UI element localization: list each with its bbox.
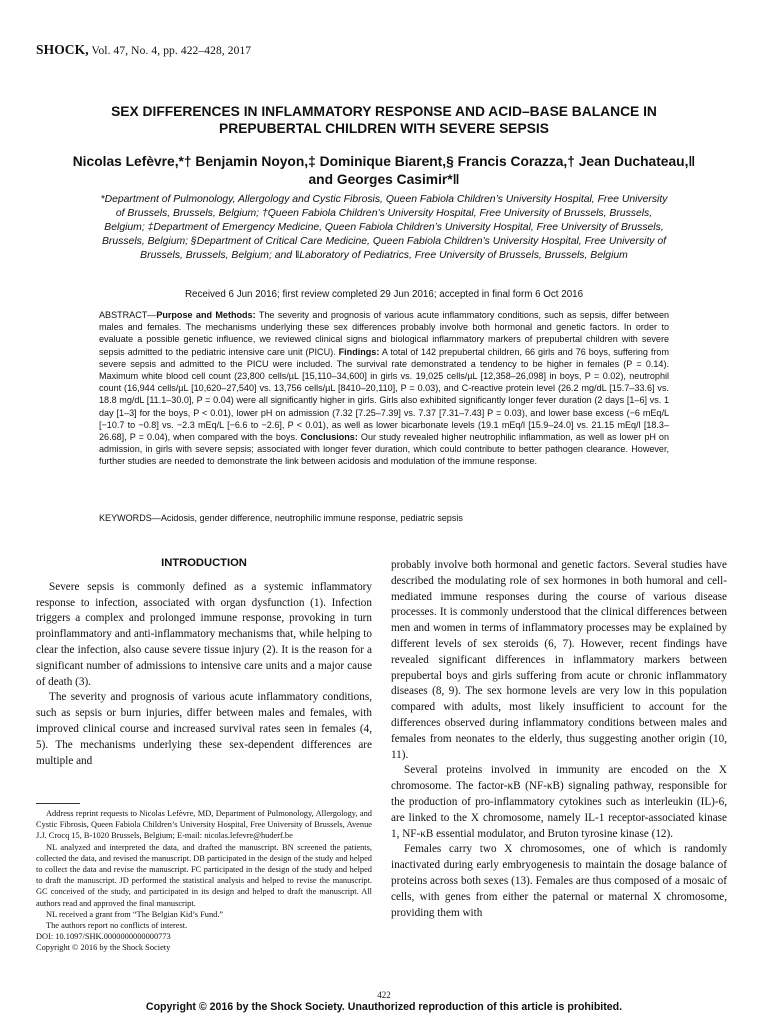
right-column [391,558,727,921]
article-title: SEX DIFFERENCES IN INFLAMMATORY RESPONSE AND ACID–BASE BALANCE IN PREPUBERTAL CHILDREN WITH SEVERE SEPSIS [111,104,657,136]
abstract-heading-findings: Findings: [338,346,380,357]
footnote-copyright: Copyright © 2016 by the Shock Society [36,943,171,953]
abstract-lead: ABSTRACT— [99,310,157,320]
abstract-heading-conclusions: Conclusions: [300,432,358,443]
abstract-paragraph [99,309,669,468]
body-paragraph: Females carry two X chromosomes, one of which is randomly inactivated during early embryogenesis to maintain the dosage balance of proteins across both sexes (13). Females are thus composed of a mosaic of cells, with genes from either the paternal or maternal X chromosome, providing them with [391,843,727,919]
journal-name: SHOCK, [36,42,89,57]
abstract-heading-purpose: Purpose and Methods: [156,310,256,320]
abstract-text-purpose: The severity and prognosis of various acute inflammatory conditions, such as sepsis, differ between males and females. The mechanisms underlying these sex differences probably involve both hormonal and genetic factors. In order to evaluate a possible genetic influence, we reviewed clinical signs and biological inflammatory markers of prepubertal children with severe sepsis admitted to the pediatric intensive care unit (PICU). [99,310,670,357]
left-column [36,556,372,769]
author-list: Nicolas Lefèvre,*† Benjamin Noyon,‡ Dominique Biarent,§ Francis Corazza,† Jean Duchateau,‖ and Georges Casimir*‖ [72,154,696,187]
copyright-notice: Copyright © 2016 by the Shock Society. Unauthorized reproduction of this article is prohibited. [145,1001,623,1013]
body-paragraph: Severe sepsis is commonly defined as a systemic inflammatory response to infection, associated with organ dysfunction (1). Infection triggers a complex and prolonged immune response, provoking in turn proinflammatory and anti-inflammatory mechanisms that, while helping to clear the infection, also cause severe tissue injury (2). It is the reason for a significant number of admissions to intensive care units and a major cause of death (3). [36,580,372,688]
footnote-funding: NL received a grant from “The Belgian Kid’s Fund.” [46,909,224,919]
body-paragraph: probably involve both hormonal and genetic factors. Several studies have described the modulating role of sex hormones in both humoral and cell-mediated immune responses during the course of various disease processes. It is commonly understood that the clinical differences between men and women in terms of inflammatory processes may be explained by different levels of sex steroids (6, 7). However, recent findings have revealed significant differences in inflammatory markers between prepubertal boys and girls suffering from acute or chronic inflammatory diseases (8, 9). The sex hormone levels are very low in this population compared with adults, most likely insufficient to account for the differences observed during inflammatory conditions between males and females from neonates to the elderly, thus suggesting another origin (10, 11). [391,559,727,761]
page-number: 422 [377,990,391,1000]
footnote-correspondence: Address reprint requests to Nicolas Lefèvre, MD, Department of Pulmonology, Allergology, and Cystic Fibrosis, Queen Fabiola Children’s University Hospital, Free University of Brussels, Avenue J.J. Crocq 15, B-1020 Brussels, Belgium; E-mail: nicolas.lefevre@huderf.be [36,809,372,841]
journal-volume: Vol. 47, No. 4, pp. 422–428, 2017 [88,45,252,57]
abstract-text-conclusions: Our study revealed higher neutrophilic inflammation, as well as lower pH on admission, in girls with severe sepsis; associated with longer fever duration, which could contribute to better pathogen clearance. However, further studies are needed to demonstrate the link between acidosis and modulation of the immune response. [99,432,669,467]
footnotes [36,808,372,954]
footnote-contributions: NL analyzed and interpreted the data, and drafted the manuscript. BN screened the patients, collected the data, and revised the manuscript. DB participated in the design of the study and helped to collect the data and revise the manuscript. FC participated in the design of the study and helped to draft the manuscript. JD performed the statistical analysis and helped to revise the manuscript. GC conceived of the study, and participated in its design and helped to draft the manuscript. All authors read and approved the final manuscript. [36,842,372,908]
section-heading-introduction: INTRODUCTION [161,557,247,569]
footnote-divider [36,803,80,804]
abstract-text-findings: A total of 142 prepubertal children, 66 girls and 76 boys, suffering from severe sepsis and admitted to the PICU were included. The survival rate demonstrated a tendency to be higher in females (P = 0.14). Maximum white blood cell count (23,800 cells/µL [15,110–34,600] in girls vs. 19,025 cells/µL [12,358–26,098] in boys, P = 0.02), neutrophil count (16,944 cells/µL [10,620–27,540] vs. 13,756 cells/µL [8410–20,110], P = 0.03), and C-reactive protein level (26.2 mg/dL [15.7–33.6] vs. 18.8 mg/dL [11.1–30.0], P = 0.04) were all significantly higher in girls. Girls also exhibited significantly longer fever duration (2 days [1–6] vs. 1 day [1–3] for the boys, P < 0.01), lower pH on admission (7.32 [7.25–7.39] vs. 7.37 [7.31–7.43] P = 0.03), and lower base excess (−6 mEq/L [−10.7 to −0.8] vs. −2.3 mEq/L [−6.6 to −2.6], P < 0.01), as well as lower bicarbonate levels (19.1 mEq/l [15.9–24.0] vs. 21.15 mEq/l [18.3–26.68], P = 0.04), when compared with the boys. [99,346,669,443]
journal-citation [36,42,251,58]
body-paragraph: Several proteins involved in immunity are encoded on the X chromosome. The factor-κB (NF-κB) signaling pathway, responsible for the production of pro-inflammatory cytokines such as interleukin (IL)-6, are linked to the X chromosome, namely IL-1 receptor-associated kinase 1, NF-κB essential modulator, and Bruton tyrosine kinase (12). [391,764,727,840]
keywords: KEYWORDS—Acidosis, gender difference, neutrophilic immune response, pediatric sepsis [99,513,463,523]
affiliations: *Department of Pulmonology, Allergology and Cystic Fibrosis, Queen Fabiola Children’s University Hospital, Free University of Brussels, Brussels, Belgium; †Queen Fabiola Children’s University Hospital, Free University of Brussels, Brussels, Belgium; ‡Department of Emergency Medicine, Queen Fabiola Children’s University Hospital, Free University of Brussels, Brussels, Belgium; §Department of Critical Care Medicine, Queen Fabiola Children’s University Hospital, Free University of Brussels, Brussels, Belgium; and ‖Laboratory of Pediatrics, Free University of Brussels, Brussels, Belgium [100,194,668,261]
footnote-conflicts: The authors report no conflicts of interest. [46,921,188,931]
body-paragraph: The severity and prognosis of various acute inflammatory conditions, such as sepsis or burn injuries, differ between males and females, with improved clinical course and increased survival rates seen in females (4, 5). The mechanisms underlying these sex-dependent differences are multiple and [36,691,372,767]
footnote-doi: DOI: 10.1097/SHK.0000000000000773 [36,932,171,942]
abstract [99,309,669,468]
received-dates: Received 6 Jun 2016; first review completed 29 Jun 2016; accepted in final form 6 Oct 2016 [184,289,584,300]
